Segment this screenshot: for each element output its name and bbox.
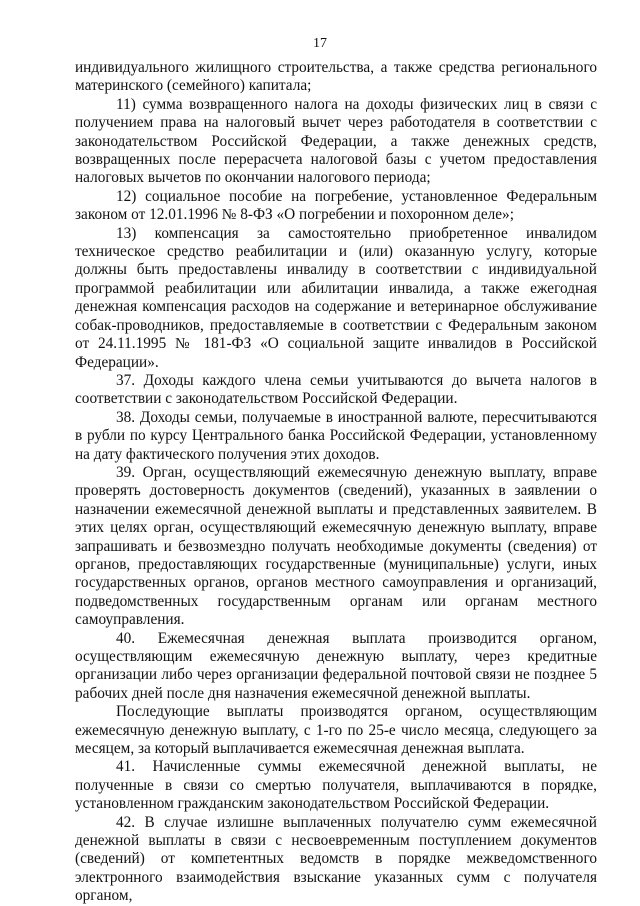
paragraph-clause-39: 39. Орган, осуществляющий ежемесячную денежную выплату, вправе проверять достоверность документов (сведений), указанных в заявлении о назначении ежемесячной денежной выплаты и представленных заявителем. В этих целях орган, осуществляющий ежемесячную денежную выплату, вправе запрашивать и безвозмездно получать необходимые документы (сведения) от органов, предоставляющих государственные (муниципальные) услуги, иных государственных органов, органов местного самоуправления и организаций, подведомственных государственным органам или органам местного самоуправления.: [75, 463, 597, 629]
document-body: [75, 59, 597, 906]
paragraph-clause-41: 41. Начисленные суммы ежемесячной денежной выплаты, не полученные в связи со смертью получателя, выплачиваются в порядке, установленном гражданским законодательством Российской Федерации.: [75, 758, 597, 813]
paragraph-clause-40: 40. Ежемесячная денежная выплата производится органом, осуществляющим ежемесячную денежную выплату, через кредитные организации либо через организации федеральной почтовой связи не позднее 5 рабочих дней после дня назначения ежемесячной денежной выплаты.: [75, 629, 597, 702]
paragraph-clause-42: 42. В случае излишне выплаченных получателю сумм ежемесячной денежной выплаты в связи с несвоевременным поступлением документов (сведений) от компетентных ведомств в порядке межведомственного электронного взаимодействия взыскание указанных сумм с получателя органом,: [75, 813, 597, 905]
paragraph-continuation: индивидуального жилищного строительства, а также средства регионального материнского (семейного) капитала;: [75, 59, 597, 95]
paragraph-clause-40-continued: Последующие выплаты производятся органом, осуществляющим ежемесячную денежную выплату, с 1-го по 25-е число месяца, следующего за месяцем, за который выплачивается ежемесячная денежная выплата.: [75, 703, 597, 758]
paragraph-item-11: 11) сумма возвращенного налога на доходы физических лиц в связи с получением права на налоговый вычет через работодателя в соответствии с законодательством Российской Федерации, а также денежных средств, возвращенных после перерасчета налоговой базы с учетом предоставления налоговых вычетов по окончании налогового периода;: [75, 95, 597, 187]
paragraph-clause-37: 37. Доходы каждого члена семьи учитываются до вычета налогов в соответствии с законодательством Российской Федерации.: [75, 371, 597, 408]
page-number: 17: [313, 36, 327, 51]
paragraph-clause-38: 38. Доходы семьи, получаемые в иностранной валюте, пересчитываются в рубли по курсу Центрального банка Российской Федерации, установленному на дату фактического получения этих доходов.: [75, 408, 597, 463]
paragraph-item-13: 13) компенсация за самостоятельно приобретенное инвалидом техническое средство реабилитации и (или) оказанную услугу, которые должны быть предоставлены инвалиду в соответствии с индивидуальной программой реабилитации или абилитации инвалида, а также ежегодная денежная компенсация расходов на содержание и ветеринарное обслуживание собак-проводников, предоставляемые в соответствии с Федеральным законом от 24.11.1995 № 181-ФЗ «О социальной защите инвалидов в Российской Федерации».: [75, 224, 597, 371]
paragraph-item-12: 12) социальное пособие на погребение, установленное Федеральным законом от 12.01.1996 № 8-ФЗ «О погребении и похоронном деле»;: [75, 187, 597, 224]
